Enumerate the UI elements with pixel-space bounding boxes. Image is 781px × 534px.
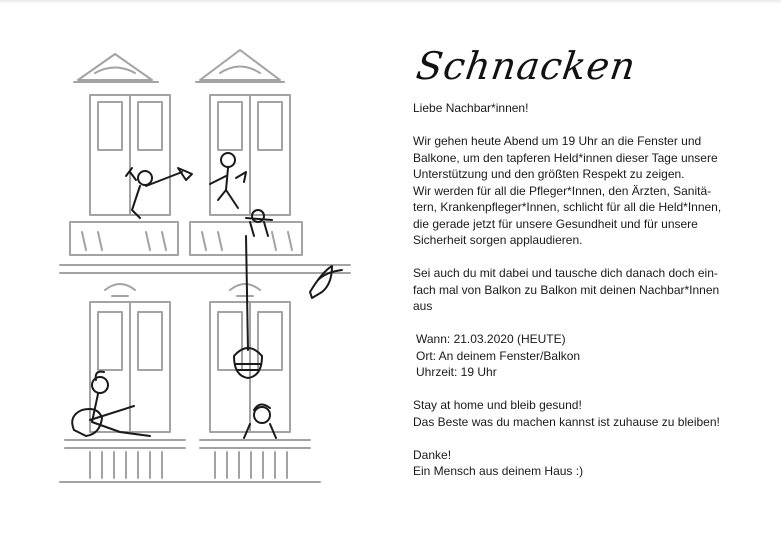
event-time: Uhrzeit: 19 Uhr — [416, 365, 497, 379]
house-illustration — [50, 40, 370, 490]
thanks: Danke! — [413, 447, 452, 462]
greeting: Liebe Nachbar*innen! — [413, 101, 529, 115]
top-shadow — [0, 0, 781, 4]
event-where: Ort: An deinem Fenster/Balkon — [416, 348, 581, 363]
closing-best: Das Beste was du machen kannst ist zuhause zu bleiben! — [413, 414, 720, 429]
letter-text — [413, 40, 758, 480]
paragraph-applause: Wir gehen heute Abend um 19 Uhr an die Fenster und Balkone, um den tapferen Held*innen dieser Tage unsere Unterstützung und den größten Respekt zu zeigen. Wir werden für all die Pfleger*Innen, den Ärzten, Sanitä- tern, Krankenpfleger*Innen, schlicht für all die Held*Innen, die gerade jetzt für unsere Gesundheit und für unsere Sicherheit sorgen applaudieren. — [413, 134, 722, 247]
closing-stay-home: Stay at home und bleib gesund! — [413, 398, 582, 412]
paragraph-invitation: Sei auch du mit dabei und tausche dich danach doch ein- fach mal von Balkon zu Balkon mit deinen Nachbar*Innen aus — [413, 266, 720, 313]
page-title: Schnacken — [413, 44, 639, 88]
signature: Ein Mensch aus deinem Haus :) — [413, 464, 584, 478]
event-when: Wann: 21.03.2020 (HEUTE) — [416, 332, 566, 346]
